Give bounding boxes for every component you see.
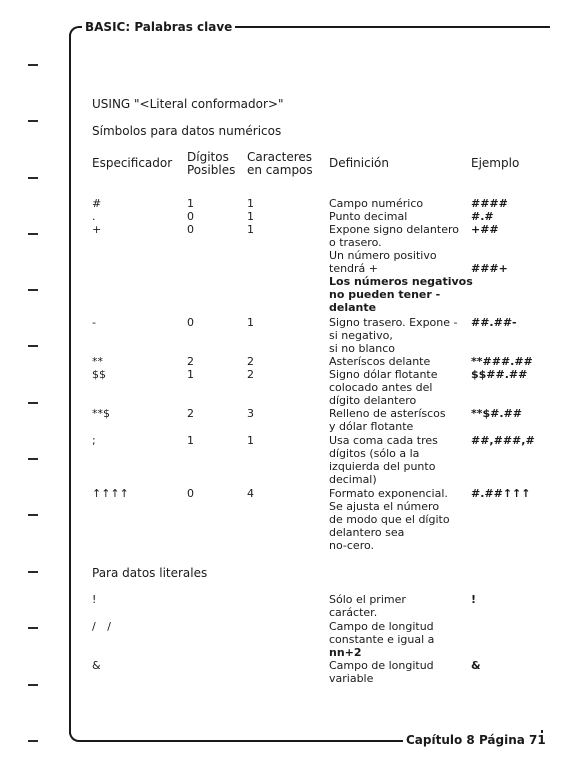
row-spec: #	[92, 197, 102, 210]
row-spec: -	[92, 316, 96, 329]
row-chars: 2	[247, 368, 254, 381]
row-chars: 1	[247, 316, 254, 329]
row-example: ####	[471, 197, 508, 210]
row-digits: 0	[187, 223, 194, 236]
row-definition: Signo dólar flotante colocado antes del dígito delantero	[329, 368, 438, 407]
margin-mark	[28, 684, 38, 686]
row-chars: 3	[247, 407, 254, 420]
row-example: **###.##	[471, 355, 533, 368]
row-spec: **$	[92, 407, 110, 420]
literal-definition: Campo de longitud constante e igual a nn+2	[329, 620, 435, 659]
margin-mark	[28, 177, 38, 179]
row-spec: .	[92, 210, 96, 223]
row-digits: 2	[187, 355, 194, 368]
row-chars: 1	[247, 434, 254, 447]
row-digits: 0	[187, 316, 194, 329]
row-example: ##.##-	[471, 316, 517, 329]
literal-definition: Campo de longitud variable	[329, 659, 434, 685]
literal-example: &	[471, 659, 481, 672]
margin-mark	[28, 627, 38, 629]
row-definition: Signo trasero. Expone - si negativo, si no blanco	[329, 316, 458, 355]
row-definition: Usa coma cada tres dígitos (sólo a la izquierda del punto decimal)	[329, 434, 438, 486]
row-chars: 4	[247, 487, 254, 500]
margin-mark	[28, 458, 38, 460]
row-chars: 2	[247, 355, 254, 368]
row-example: ##,###,#	[471, 434, 535, 447]
row-chars: 1	[247, 210, 254, 223]
margin-mark	[28, 740, 38, 742]
col-header-example: Ejemplo	[471, 156, 520, 170]
row-spec: ;	[92, 434, 96, 447]
row-definition: Expone signo delantero o trasero. Un número positivo tendrá + Los números negativos no pueden tener - delante	[329, 223, 473, 314]
row-definition: Asteríscos delante	[329, 355, 431, 368]
literal-spec: / /	[92, 620, 111, 633]
row-example: $$##.##	[471, 368, 528, 381]
margin-mark	[28, 345, 38, 347]
row-digits: 0	[187, 487, 194, 500]
row-digits: 1	[187, 197, 194, 210]
col-header-chars: Caracteres en campos	[247, 150, 313, 177]
margin-mark	[28, 120, 38, 122]
row-example: **$#.##	[471, 407, 522, 420]
margin-mark	[28, 402, 38, 404]
page-footer: Capítulo 8 Página 71	[403, 733, 549, 747]
row-spec: +	[92, 223, 102, 236]
margin-mark	[28, 514, 38, 516]
row-example: +##	[471, 223, 499, 236]
literal-spec: !	[92, 593, 97, 606]
row-chars: 1	[247, 223, 254, 236]
margin-mark	[28, 571, 38, 573]
row-example: #.#	[471, 210, 494, 223]
literal-example: !	[471, 593, 477, 606]
row-digits: 0	[187, 210, 194, 223]
col-header-digits: Dígitos Posibles	[187, 150, 236, 177]
page-header: BASIC: Palabras clave	[82, 20, 235, 34]
col-header-def: Definición	[329, 156, 389, 170]
row-digits: 2	[187, 407, 194, 420]
margin-mark	[28, 64, 38, 66]
numeric-section-heading: Símbolos para datos numéricos	[92, 124, 282, 138]
frame-left	[69, 34, 71, 734]
row-definition: Formato exponencial. Se ajusta el número de modo que el dígito delantero sea no-cero.	[329, 487, 450, 552]
row-example: #.##↑↑↑	[471, 487, 531, 500]
row-digits: 1	[187, 434, 194, 447]
margin-mark	[28, 233, 38, 235]
row-digits: 1	[187, 368, 194, 381]
margin-mark	[28, 289, 38, 291]
row-definition: Punto decimal	[329, 210, 408, 223]
col-header-spec: Especificador	[92, 156, 173, 170]
literal-definition: Sólo el primer carácter.	[329, 593, 406, 619]
row-spec: $$	[92, 368, 106, 381]
row-definition: Campo numérico	[329, 197, 424, 210]
row-chars: 1	[247, 197, 254, 210]
row-definition: Relleno de asteríscos y dólar flotante	[329, 407, 446, 433]
row-example-extra: ###+	[471, 262, 508, 275]
row-spec: **	[92, 355, 103, 368]
literal-spec: &	[92, 659, 101, 672]
literal-section-heading: Para datos literales	[92, 566, 208, 580]
page-title: USING "<Literal conformador>"	[92, 97, 284, 111]
row-spec: ↑↑↑↑	[92, 487, 129, 500]
